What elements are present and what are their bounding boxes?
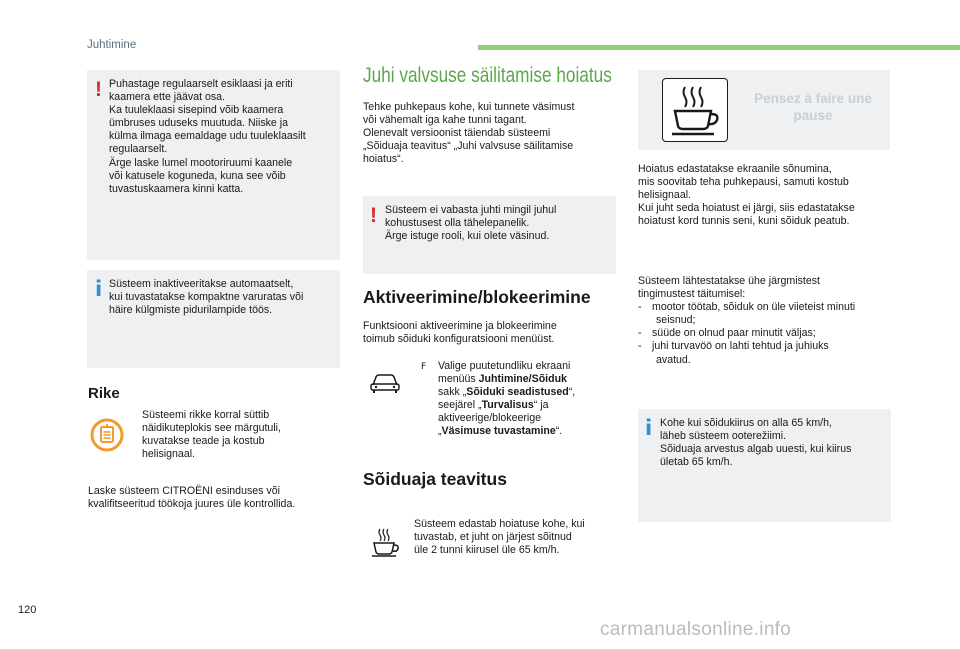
option-vasimuse-tuvastamine: Väsimuse tuvastamine (441, 425, 556, 438)
warning-box-attention (363, 196, 616, 274)
intro-text: Tehke puhkepaus kohe, kui tunnete väsimust või vähemalt iga kahe tunni tagant. Olenevalt versioonist täiendab süsteemi „Sõiduaja teavitus“ „Juhi valvsuse säilitamise hoiatus“. (363, 101, 575, 166)
activation-step: Valige puutetundliku ekraani menüüs Juhtimine/Sõiduk sakk „Sõiduki seadistused“, seejärel „Turvalisus“ ja aktiveerige/blokeerige „Väsimuse tuvastamine“. (438, 360, 576, 438)
info-text: Kohe kui sõidukiirus on alla 65 km/h, läheb süsteem ooterežiimi. Sõiduaja arvestus algab uuesti, kui kiirus ületab 65 km/h. (660, 417, 852, 469)
exclamation-icon: ! (95, 78, 102, 101)
menu-soiduk: Sõiduk (531, 373, 567, 386)
coffee-alert-frame (662, 78, 728, 142)
alert-description: Hoiatus edastatakse ekraanile sõnumina, mis soovitab teha puhkepausi, samuti kostub helisignaal. Kui juht seda hoiatust ei järgi, siis edastatakse hoiatust kord tunnis seni, kuni sõiduk peatub. (638, 163, 855, 228)
list-item: - mootor töötab, sõiduk on üle viieteist minuti seisnud; (638, 301, 856, 327)
watermark: carmanualsonline.info (600, 619, 792, 640)
warning-box-camera (87, 70, 340, 260)
coffee-cup-icon (663, 79, 726, 140)
option-turvalisus: Turvalisus (481, 399, 534, 412)
info-box-standby (638, 409, 891, 522)
exclamation-icon: ! (370, 204, 377, 227)
info-text: Süsteem inaktiveeritakse automaatselt, kui tuvastatakse kompaktne varuratas või häire külgmiste pidurilampide töös. (109, 278, 304, 317)
warning-text: Puhastage regulaarselt esiklaasi ja eriti kaamera ette jäävat osa. Ka tuuleklaasi sisepind võib kaamera ümbruses uduseks muutuda. Niiske ja külma ilmaga eemaldage udu tuuleklaasilt regulaarselt. Ärge laske lumel mootoriruumi kaanele või katusele koguneda, kuna see võib tuvastuskaamera kinni katta. (109, 78, 306, 195)
fault-heading: Rike (88, 385, 120, 402)
section-title: Juhtimine (87, 39, 137, 51)
fault-footer-text: Laske süsteem CITROËNI esinduses või kvalifitseeritud töökoja juures üle kontrollida. (88, 485, 296, 511)
info-icon: i (95, 277, 103, 301)
warning-text: Süsteem ei vabasta juhti mingil juhul kohustusest olla tähelepanelik. Ärge istuge rooli, kui olete väsinud. (385, 204, 557, 243)
notification-heading: Sõiduaja teavitus (363, 469, 507, 489)
car-icon (369, 370, 401, 394)
tab-soiduki-seadistused: Sõiduki seadistused (466, 386, 569, 399)
coffee-cup-icon (370, 527, 402, 557)
list-item: - juhi turvavöö on lahti tehtud ja juhiuks avatud. (638, 340, 829, 366)
activation-text: Funktsiooni aktiveerimine ja blokeerimine toimub sõiduki konfiguratsiooni menüüst. (363, 320, 557, 346)
activation-heading: Aktiveerimine/blokeerimine (363, 287, 591, 307)
page-title: Juhi valvsuse säilitamise hoiatus (363, 64, 612, 87)
info-box-spare-wheel (87, 270, 340, 368)
menu-juhtimine: Juhtimine (478, 373, 529, 386)
activation-step-bullet: F (421, 362, 427, 372)
section-bar (478, 45, 960, 50)
info-icon: i (645, 416, 653, 440)
break-alert-display (638, 70, 890, 150)
list-item: - süüde on olnud paar minutit väljas; (638, 327, 816, 340)
lane-camera-fault-icon (90, 418, 124, 452)
alert-message: Pensez à faire une pause (754, 91, 872, 123)
page-number: 120 (18, 604, 37, 616)
fault-text: Süsteemi rikke korral süttib näidikuteplokis see märgutuli, kuvatakse teade ja kostub helisignaal. (142, 409, 281, 461)
restart-conditions: Süsteem lähtestatakse ühe järgmistest tingimustest täitumisel: - mootor töötab, sõiduk on üle viieteist minuti seisnud; - süüde on olnud paar minutit väljas; - juhi turvavöö on lahti tehtud ja juhiuks avatud. (638, 275, 900, 367)
notification-text: Süsteem edastab hoiatuse kohe, kui tuvastab, et juht on järjest sõitnud üle 2 tunni kiirusel üle 65 km/h. (414, 518, 585, 557)
